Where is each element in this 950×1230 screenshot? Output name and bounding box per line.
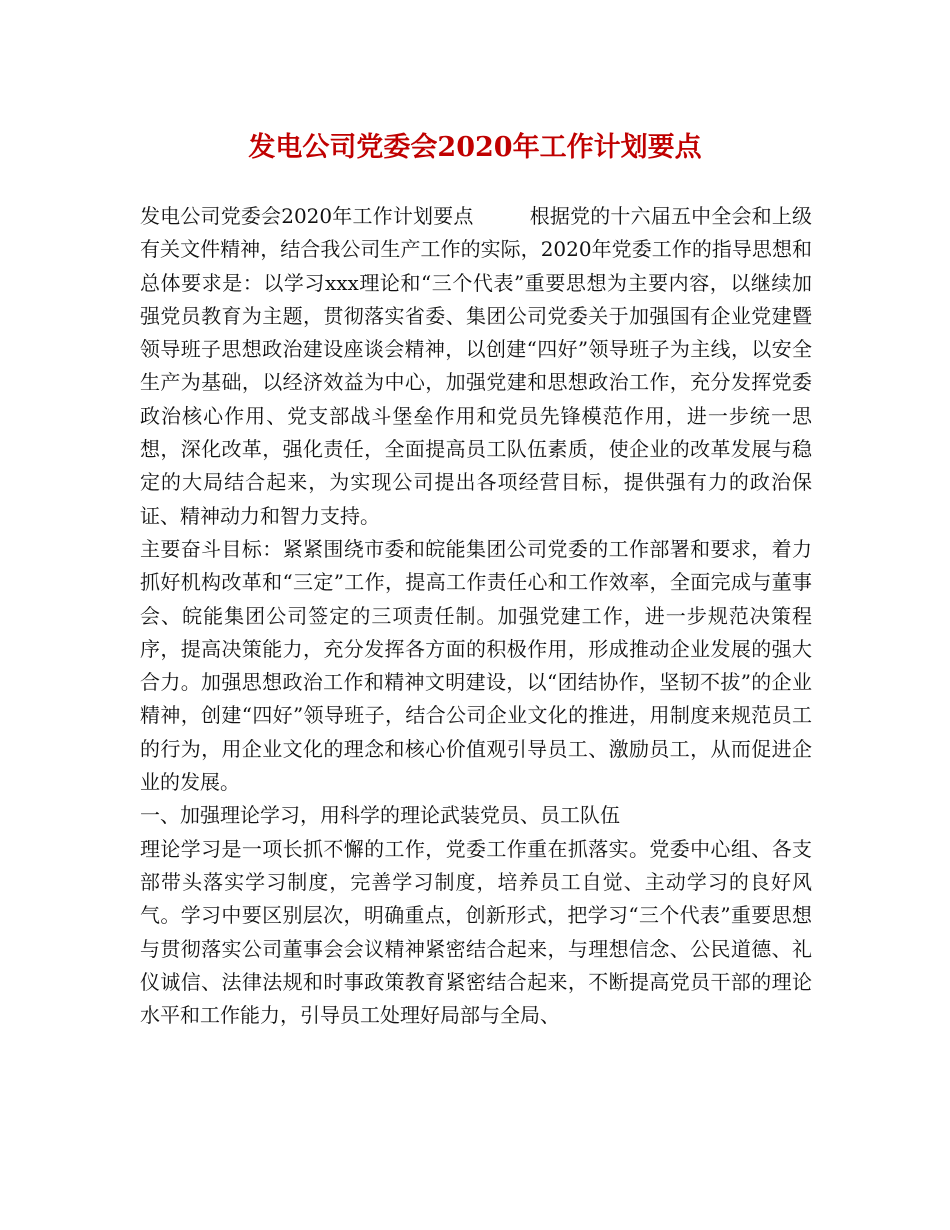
document-title: 发电公司党委会2020年工作计划要点 xyxy=(248,132,702,163)
section-1-heading: 一、加强理论学习，用科学的理论武装党员、员工队伍 xyxy=(140,803,620,828)
document-body xyxy=(140,200,812,1032)
goals-paragraph: 主要奋斗目标：紧紧围绕市委和皖能集团公司党委的工作部署和要求，着力抓好机构改革和“三定”工作，提高工作责任心和工作效率，全面完成与董事会、皖能集团公司签定的三项责任制。加强党建工作，进一步规范决策程序，提高决策能力，充分发挥各方面的积极作用，形成推动企业发展的强大合力。加强思想政治工作和精神文明建设，以“团结协作，坚韧不拔”的企业精神，创建“四好”领导班子，结合公司企业文化的推进，用制度来规范员工的行为，用企业文化的理念和核心价值观引导员工、激励员工，从而促进企业的发展。 xyxy=(140,536,812,795)
intro-text: 根据党的十六届五中全会和上级有关文件精神，结合我公司生产工作的实际，2020年党委工作的指导思想和总体要求是：以学习xxx理论和“三个代表”重要思想为主要内容，以继续加强党员教育为主题，贯彻落实省委、集团公司党委关于加强国有企业党建暨领导班子思想政治建设座谈会精神，以创建“四好”领导班子为主线，以安全生产为基础，以经济效益为中心，加强党建和思想政治工作，充分发挥党委政治核心作用、党支部战斗堡垒作用和党员先锋模范作用，进一步统一思想，深化改革，强化责任，全面提高员工队伍素质，使企业的改革发展与稳定的大局结合起来，为实现公司提出各项经营目标，提供强有力的政治保证、精神动力和智力支持。 xyxy=(140,204,813,528)
intro-paragraph xyxy=(140,200,812,533)
intro-heading: 发电公司党委会2020年工作计划要点 xyxy=(140,204,474,228)
section-1-paragraph: 理论学习是一项长抓不懈的工作，党委工作重在抓落实。党委中心组、各支部带头落实学习制度，完善学习制度，培养员工自觉、主动学习的良好风气。学习中要区别层次，明确重点，创新形式，把学习“三个代表”重要思想与贯彻落实公司董事会会议精神紧密结合起来，与理想信念、公民道德、礼仪诚信、法律法规和时事政策教育紧密结合起来，不断提高党员干部的理论水平和工作能力，引导员工处理好局部与全局、 xyxy=(140,836,812,1028)
